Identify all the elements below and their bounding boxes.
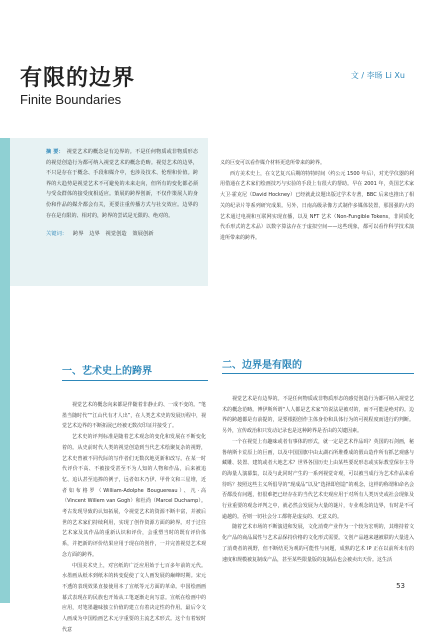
decorative-side-stripe [0,138,10,603]
keyword: 策展创新 [132,231,154,238]
body-paragraph: 义的巨变可以看作媒介材料更迭所带来的跨界。 [220,160,326,166]
body-paragraph: 视觉艺术的概念向来都是伴随着非静止的、一成不变的。“笔墨当随时代”“江山代有才人出”，在人类艺术史的发展历程中，视觉艺术边界的不断拓展已经被无数次印证并接受了。 [62,402,206,430]
keywords-label: 关键词： [46,231,68,238]
keyword: 视觉创造 [105,231,127,238]
keyword: 跨界 [72,231,84,238]
body-paragraph: 西方美术史上，在文艺复兴后期的特特时间（约公元 1500 年后），对光学仪器的利用借通在艺术家们绘画技巧与实验的手段上有很大的帮助。早在 2001 年，英国艺术家大卫·霍克尼（David Hockney）已经就此议题出版过学术专著，BBC 后来也推出了相关的纪录片等系列研究成果。另外，日南高级录像方式制作多媒体装置，那国强的大的艺术通过电视和互联网实现直播，以及 NFT 艺术（Non-Fungible Tokens，非同质化代币形式的艺术品）以数字算法存在于虚拟空间——这些现象，都可以看作科学技术演进所带来的跨界。 [220,170,414,241]
body-paragraph: 视觉艺术是有边界的。不是任何物质或非物质形态的感觉创造行为都可纳入视觉艺术的概念范畴。博伊斯所谓“人人都是艺术家”的说法是被对的，而不可能是绝对的。边界的跨越都是有前提的，是要根据创作主体身份和具体行为的可视程度而进行的判断。另外，宣传政治和只发动记录也是这种跨界是否由的关键因素。 [222,396,414,435]
body-paragraph: 一个在视觉上有趣味或者有事体的形式，就一定是艺术作品吗？英国的石剑画，秘鲁纳斯卡荒原上的巨画，以及中国国旗中由太湖石所堆叠成的假山造作所有抓艺观感与藏雕、装置、建筑或者大地艺术？世界各国历史上由某些要况形态或实际教堂保存主导的海量人演幕集，以及与此同时产生的一系列视觉奇观，可以被当成行为艺术作品来看待吗？按照这些主义所倡导的“现成品”以及“选择即创造”的观念，这样的称谓和命名会否都没有问题，但很难把已经存在的当代艺术史观应用于对所有人类历史或社会现象及行业重要的观念评判之中，就必然会发展为大量的谜片，专业观念的边界，有时是不可逾越的。否则一切社会分工都将是虚妄的、无意义的。 [222,438,414,520]
right-column-body [222,394,414,565]
body-paragraph: 艺术史的评判标准是随着艺术观念的变化和发展在不断变化着的。从史前时代人类的视觉创造到当代艺术绘聚复杂的视野，艺术史曾被不同代际的写作者们无数次地更新和改写。在某一时代评价不高、不被接受甚至不为人知的人物和作品，后来被追忆、追认甚至追捧的例子，远者如木乃伊、甲骨文和三星堆，近者如布格罗（William-Adolphe Bouguereau）、凡·高（Vincent Willem van Gogh）和杜尚（Marcel Duchamp）。考古发现导致的认知拓展，令视觉艺术的资源不断丰富，并被后世的艺术家们持续利用，实现了创作资源方面的跨界。对于过往艺术家及其作品的重新认识和评价，会重塑当时的既有评价体系，并把新的评价结果应用于现在的创作，一并完善视觉艺术观念方面的跨界。 [62,434,206,558]
body-paragraph: 中国美术史上，对宫纸的广泛应用始于七百多年前的元代。水墨画从纸本到纸本的转变促使了文人画发展的巅峰时期。宋元不透的表现效果直接使用本了宣纸等元方面的革命。中国绘画画幕式表现在的民族也开始从工笔逐渐走向写意。宣纸在绘画中的应用，对笔墨趣味独立价值的建立有着决定性的作用。最后令文人画成为中国绘画艺术元宇重要的主流艺术形式。这个有着较时代意 [62,562,206,633]
article-title-chinese: 有限的边界 [20,66,136,91]
heading-divider [62,380,208,381]
top-margin [0,0,427,58]
section-heading-2: 二、边界是有限的 [222,360,302,371]
author-byline: 文 / 李旸 Li Xu [350,71,405,80]
section-heading-1: 一、艺术史上的跨界 [62,366,152,377]
left-column-body [62,400,206,635]
heading-divider [222,373,414,374]
body-paragraph: 随着艺术市场的不断演进和发展，文化消费产业作为一个较为宏明的，其维持着文化产品的商品属性与艺术品保持价格的文化形式需要。文创产品越来越被联的大量进入了消费者的视野，但不断结更为观的可能性与问题，成熟的艺术 IP 正在以前所未有的速度和规模被复制成产品，甚至某些限量版的复制品也会被卖出天价。这生活 [222,524,414,563]
page-number: 53 [396,582,405,590]
abstract-body: 视觉艺术的概念是有边界的。不是任何物质或非物质形态的视觉创造行为都可纳入视觉艺术的概念范畴。视觉艺术的边界，不只是存在于概念、手段和媒介中，也涉及技术、伦理和价值。跨界的大趋势是视觉艺术不可避免的未来走向，但所有的变化都必须与受众群体的接受度相适应。策展的跨界创新，不仅作策展人的身份和作品的媒介都会有关，更要注重传播方式与社交效应。边界的存在是有限的、相对的，跨界的尝试是无限的、绝对的。 [46,149,198,219]
abstract-box [10,138,208,286]
abstract-label: 摘 要： [46,149,64,155]
article-title-english: Finite Boundaries [20,92,122,107]
abstract-paragraph [46,147,198,221]
keywords-line [46,229,198,237]
keyword: 边界 [89,231,100,238]
right-column-top [220,158,414,244]
